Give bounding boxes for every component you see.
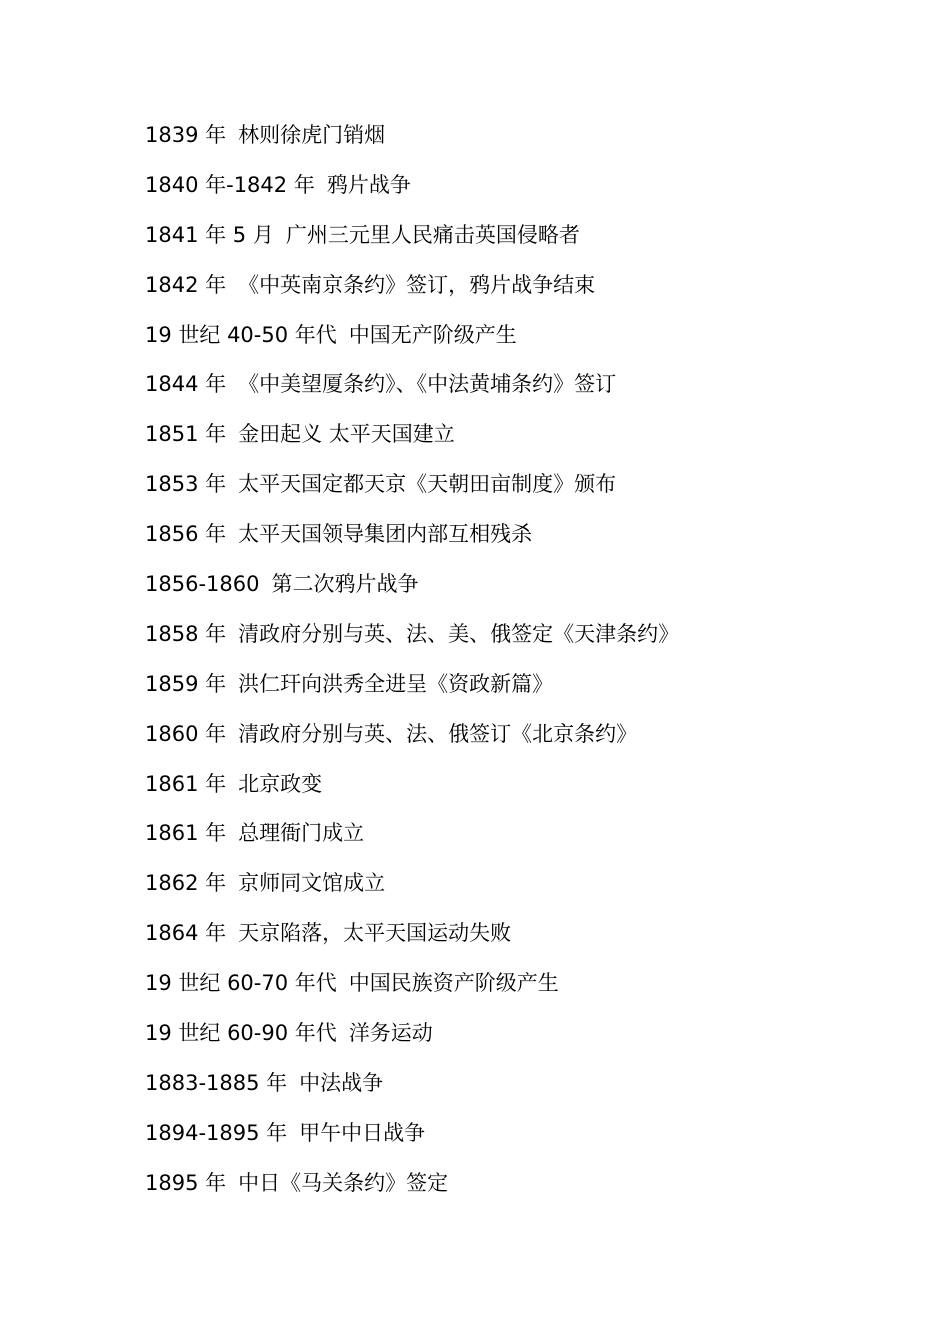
timeline-entry [145,1065,679,1115]
timeline-entry [145,965,679,1015]
entry-event: 洋务运动 [348,1021,433,1046]
timeline-entry [145,217,679,267]
entry-event: 鸦片战争 [326,172,411,197]
timeline-entry [145,516,679,566]
entry-date: 1842 年 [145,272,227,297]
timeline-entry [145,167,679,217]
entry-event: 太平天国定都天京《天朝田亩制度》颁布 [238,472,617,497]
timeline-entry [145,466,679,516]
entry-date: 1861 年 [145,821,227,846]
entry-date: 1858 年 [145,621,227,646]
entry-date: 19 世纪 60-70 年代 [145,971,337,996]
entry-date: 1844 年 [145,372,227,397]
entry-date: 1861 年 [145,771,227,796]
entry-event: 京师同文馆成立 [238,871,386,896]
entry-event: 广州三元里人民痛击英国侵略者 [285,222,580,247]
entry-date: 1862 年 [145,871,227,896]
timeline-entry [145,1015,679,1065]
timeline-entry [145,267,679,317]
entry-date: 1894-1895 年 [145,1120,288,1145]
timeline-entry [145,1165,679,1215]
entry-date: 1883-1885 年 [145,1070,288,1095]
entry-event: 甲午中日战争 [299,1120,426,1145]
entry-date: 1859 年 [145,671,227,696]
entry-date: 1856 年 [145,522,227,547]
entry-event: 《中美望厦条约》、《中法黄埔条约》签订 [238,372,617,397]
entry-event: 太平天国领导集团内部互相残杀 [238,522,533,547]
entry-event: 金田起义 太平天国建立 [238,422,455,447]
entry-event: 中法战争 [299,1070,384,1095]
entry-date: 19 世纪 40-50 年代 [145,322,337,347]
timeline-entry [145,815,679,865]
entry-event: 洪仁玕向洪秀全进呈《资政新篇》 [238,671,554,696]
timeline-entry [145,117,679,167]
timeline-entry [145,716,679,766]
entry-event: 《中英南京条约》签订，鸦片战争结束 [238,272,596,297]
entry-date: 1840 年-1842 年 [145,172,315,197]
entry-event: 中国民族资产阶级产生 [348,971,559,996]
entry-event: 中国无产阶级产生 [348,322,517,347]
timeline-entry [145,915,679,965]
timeline-entry [145,366,679,416]
entry-event: 北京政变 [238,771,323,796]
entry-date: 1856-1860 [145,572,260,597]
timeline-entry [145,416,679,466]
timeline-entry [145,1115,679,1165]
timeline-list [145,117,679,1215]
entry-event: 中日《马关条约》签定 [238,1170,449,1195]
entry-event: 总理衙门成立 [238,821,365,846]
timeline-entry [145,616,679,666]
timeline-entry [145,865,679,915]
entry-event: 第二次鸦片战争 [271,572,419,597]
entry-date: 19 世纪 60-90 年代 [145,1021,337,1046]
entry-date: 1851 年 [145,422,227,447]
entry-date: 1841 年 5 月 [145,222,274,247]
entry-date: 1853 年 [145,472,227,497]
entry-event: 林则徐虎门销烟 [238,123,386,147]
entry-date: 1860 年 [145,721,227,746]
entry-date: 1895 年 [145,1170,227,1195]
timeline-entry [145,666,679,716]
entry-date: 1839 年 [145,123,227,147]
entry-event: 天京陷落，太平天国运动失败 [238,921,512,946]
timeline-entry [145,566,679,616]
entry-event: 清政府分别与英、法、俄签订《北京条约》 [238,721,638,746]
entry-event: 清政府分别与英、法、美、俄签定《天津条约》 [238,621,680,646]
timeline-entry [145,766,679,816]
entry-date: 1864 年 [145,921,227,946]
timeline-entry [145,317,679,367]
